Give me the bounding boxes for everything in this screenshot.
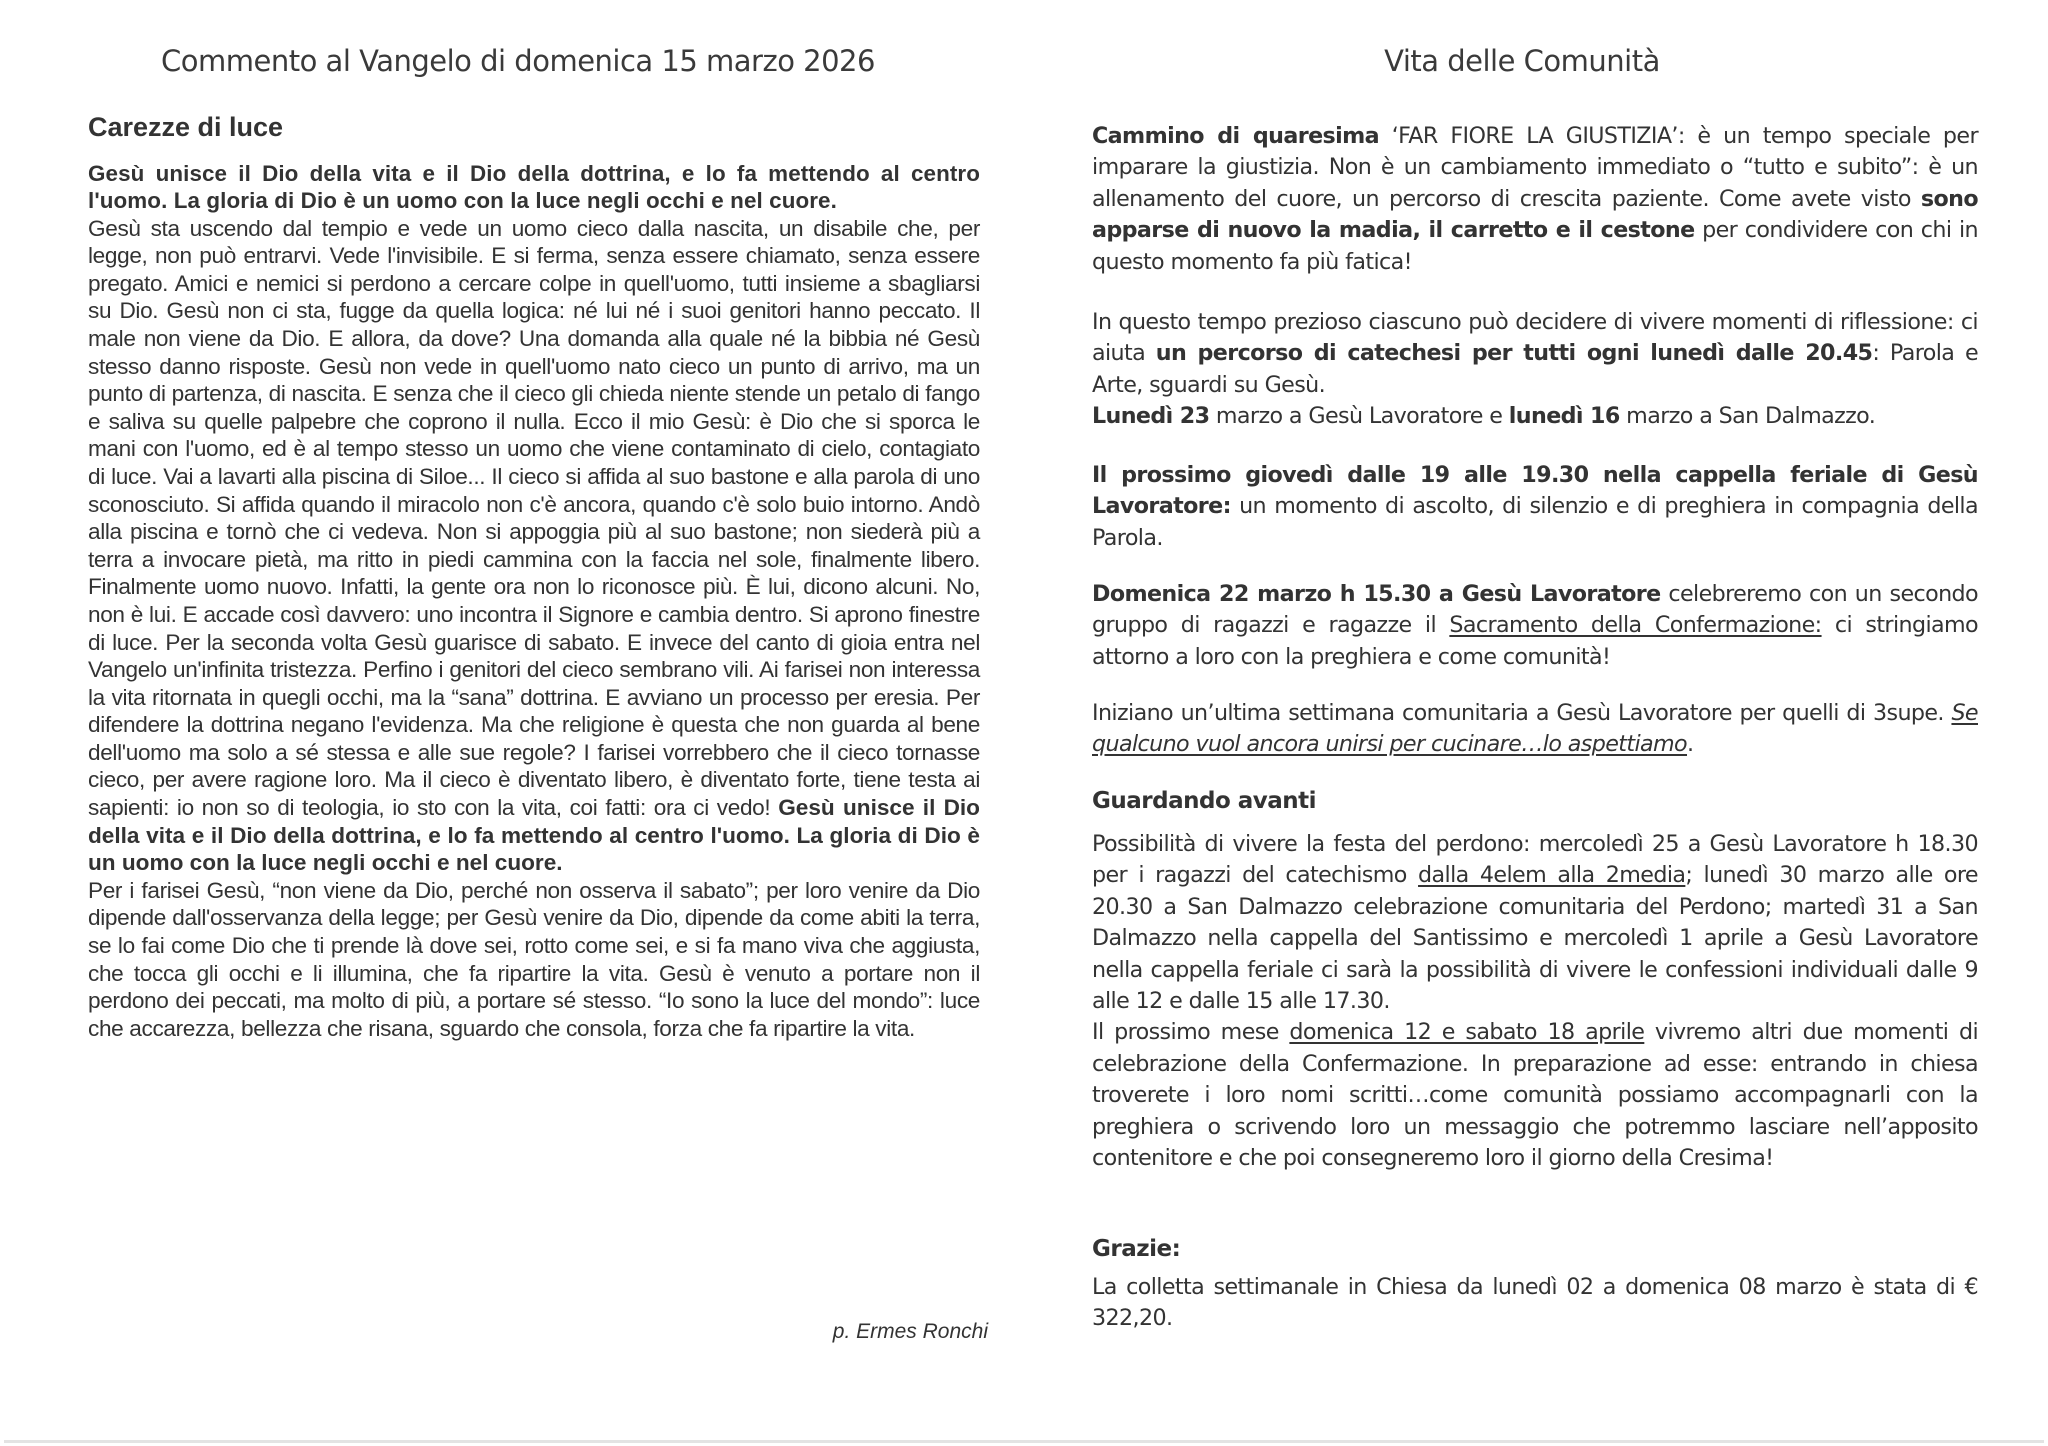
page-bottom-edge <box>4 1440 2044 1443</box>
article-text: Gesù sta uscendo dal tempio e vede un uomo cieco dalla nascita, un disabile che, per legge, non può entrarvi. Vede l'invisibile. E si ferma, senza essere chiamato, senza essere pregato. Amici e nemici si perdono a cercare colpe in quell'uomo, tutti insieme a sbagliarsi su Dio. Gesù non ci sta, fugge da quella logica: né lui né i suoi genitori hanno peccato. Il male non viene da Dio. E allora, da dove? Una domanda alla quale né la bibbia né Gesù stesso danno risposte. Gesù non vede in quell'uomo nato cieco un punto di arrivo, ma un punto di partenza, di nascita. E senza che il cieco gli chieda niente stende un petalo di fango e saliva su quelle palpebre che coprono il nulla. Ecco il mio Gesù: è Dio che si sporca le mani con l'uomo, ed è al tempo stesso un uomo che viene contaminato di cielo, contagiato di luce. Vai a lavarti alla piscina di Siloe... Il cieco si affida al suo bastone e alla parola di uno sconosciuto. Si affida quando il miracolo non c'è ancora, quando c'è solo buio intorno. Andò alla piscina e tornò che ci vedeva. Non si appoggia più al suo bastone; non siederà più a terra a invocare pietà, ma ritto in piedi cammina con la faccia nel sole, finalmente libero. Finalmente uomo nuovo. Infatti, la gente ora non lo riconosce più. È lui, dicono alcuni. No, non è lui. E accade così davvero: uno incontra il Signore e cambia dentro. Si aprono finestre di luce. Per la seconda volta Gesù guarisce di sabato. E invece del canto di gioia entra nel Vangelo un'infinita tristezza. Perfino i genitori del cieco sembrano vili. Ai farisei non interessa la vita ritornata in quegli occhi, ma la “sana” dottrina. E avviano un processo per eresia. Per difendere la dottrina negano l'evidenza. Ma che religione è questa che non guarda al bene dell'uomo ma solo a sé stessa e alle sue regole? I farisei vorrebbero che il cieco tornasse cieco, per avere ragione loro. Ma il cieco è diventato libero, è diventato forte, tiene testa ai sapienti: io non so di teologia, io sto con la vita, coi fatti: ora ci vedo! <box>88 215 980 821</box>
notice-text: . <box>1687 731 1694 758</box>
page-title-right: Vita delle Comunità <box>1384 44 1660 78</box>
notice-guardando-avanti <box>1092 829 1978 1174</box>
section-heading-grazie: Grazie: <box>1092 1236 1181 1262</box>
notice-text: ci stringiamo attorno a loro con la preghiera e come comunità! <box>1092 612 1979 670</box>
notice-bold: un percorso di catechesi per tutti ogni lunedì dalle 20.45 <box>1155 340 1873 367</box>
notice-confermazione <box>1092 579 1978 673</box>
notice-bold: lunedì 16 <box>1508 403 1620 430</box>
notice-text: Il prossimo mese <box>1092 1019 1290 1046</box>
notice-grazie <box>1092 1272 1978 1335</box>
notice-underlined: Sacramento della Confermazione: <box>1449 612 1822 639</box>
notice-text: un momento di ascolto, di silenzio e di preghiera in compagnia della Parola. <box>1092 493 1978 551</box>
notice-text: marzo a Gesù Lavoratore e <box>1209 403 1509 430</box>
article-lead: Gesù unisce il Dio della vita e il Dio della dottrina, e lo fa mettendo al centro l'uomo. La gloria di Dio è un uomo con la luce negli occhi e nel cuore. <box>88 161 980 213</box>
notice-bold: sono apparse di nuovo la madia, il carretto e il cestone <box>1092 185 1978 244</box>
notice-text: ; lunedì 30 marzo alle ore 20.30 a San Dalmazzo celebrazione comunitaria del Perdono; martedì 31 a San Dalmazzo nella cappella del Santissimo e mercoledì 1 aprile a Gesù Lavoratore nella cappella feriale ci sarà la possibilità di vivere le confessioni individuali dalle 9 alle 12 e dalle 15 alle 17.30. <box>1092 862 1978 1015</box>
article-paragraph <box>88 215 980 877</box>
article-bold-quote: Gesù unisce il Dio della vita e il Dio della dottrina, e lo fa mettendo al centro l'uomo. La gloria di Dio è un uomo con la luce negli occhi e nel cuore. <box>88 795 980 876</box>
notice-bold: Cammino di quaresima <box>1092 123 1380 149</box>
notice-italic-underlined: Se qualcuno vuol ancora unirsi per cucinare…lo aspettiamo <box>1092 700 1978 758</box>
notice-text: vivremo altri due momenti di celebrazione della Confermazione. In preparazione ad esse: entrando in chiesa troverete i loro nomi scritti…come comunità possiamo accompagnarli con la preghiera o scrivendo loro un messaggio che potremmo lasciare nell’apposito contenitore e che poi consegneremo loro il giorno della Cresima! <box>1092 1019 1979 1172</box>
author-signature: p. Ermes Ronchi <box>832 1320 988 1343</box>
article-title: Carezze di luce <box>88 112 284 142</box>
notice-text: La colletta settimanale in Chiesa da lunedì 02 a domenica 08 marzo è stata di € 322,20. <box>1092 1274 1978 1332</box>
notice-text: : Parola e Arte, sguardi su Gesù. <box>1092 340 1978 398</box>
notice-bold: Domenica 22 marzo h 15.30 a Gesù Lavoratore <box>1092 581 1661 607</box>
notice-text: marzo a San Dalmazzo. <box>1619 403 1876 430</box>
notice-underlined: domenica 12 e sabato 18 aprile <box>1289 1019 1645 1046</box>
section-heading-guardando-avanti: Guardando avanti <box>1092 788 1317 814</box>
page-title-left: Commento al Vangelo di domenica 15 marzo 2026 <box>161 44 875 78</box>
notice-quaresima <box>1092 121 1978 278</box>
notice-giovedi <box>1092 460 1978 554</box>
notice-text: Possibilità di vivere la festa del perdono: mercoledì 25 a Gesù Lavoratore h 18.30 per i ragazzi del catechismo <box>1092 831 1978 889</box>
notice-text: celebreremo con un secondo gruppo di ragazzi e ragazze il <box>1092 581 1978 639</box>
notice-bold: Lunedì 23 <box>1092 403 1210 430</box>
notice-underlined: dalla 4elem alla 2media <box>1418 862 1686 889</box>
article-paragraph: Per i farisei Gesù, “non viene da Dio, perché non osserva il sabato”; per loro venire da Dio dipende dall'osservanza della legge; per Gesù venire da Dio, dipende da come abiti la terra, se lo fai come Dio che ti prende là dove sei, rotto come sei, e si fa mano viva che aggiusta, che tocca gli occhi e li illumina, che fa ripartire la vita. Gesù è venuto a portare non il perdono dei peccati, ma molto di più, a portare sé stesso. “Io sono la luce del mondo”: luce che accarezza, bellezza che risana, sguardo che consola, forza che fa ripartire la vita. <box>88 877 980 1041</box>
notice-settimana <box>1092 698 1978 761</box>
article-body <box>88 161 980 1042</box>
notice-text: In questo tempo prezioso ciascuno può decidere di vivere momenti di riflessione: ci aiuta <box>1092 309 1978 367</box>
notice-text: ‘FAR FIORE LA GIUSTIZIA’: è un tempo speciale per imparare la giustizia. Non è un cambiamento immediato o “tutto e subito”: è un allenamento del cuore, un percorso di crescita paziente. Come avete visto <box>1092 123 1978 212</box>
notice-text: Iniziano un’ultima settimana comunitaria a Gesù Lavoratore per quelli di 3supe. <box>1092 700 1952 726</box>
notice-text: per condividere con chi in questo momento fa più fatica! <box>1092 217 1978 275</box>
notice-bold: Il prossimo giovedì dalle 19 alle 19.30 nella cappella feriale di Gesù Lavoratore: <box>1092 462 1978 520</box>
notice-catechesi <box>1092 307 1978 433</box>
